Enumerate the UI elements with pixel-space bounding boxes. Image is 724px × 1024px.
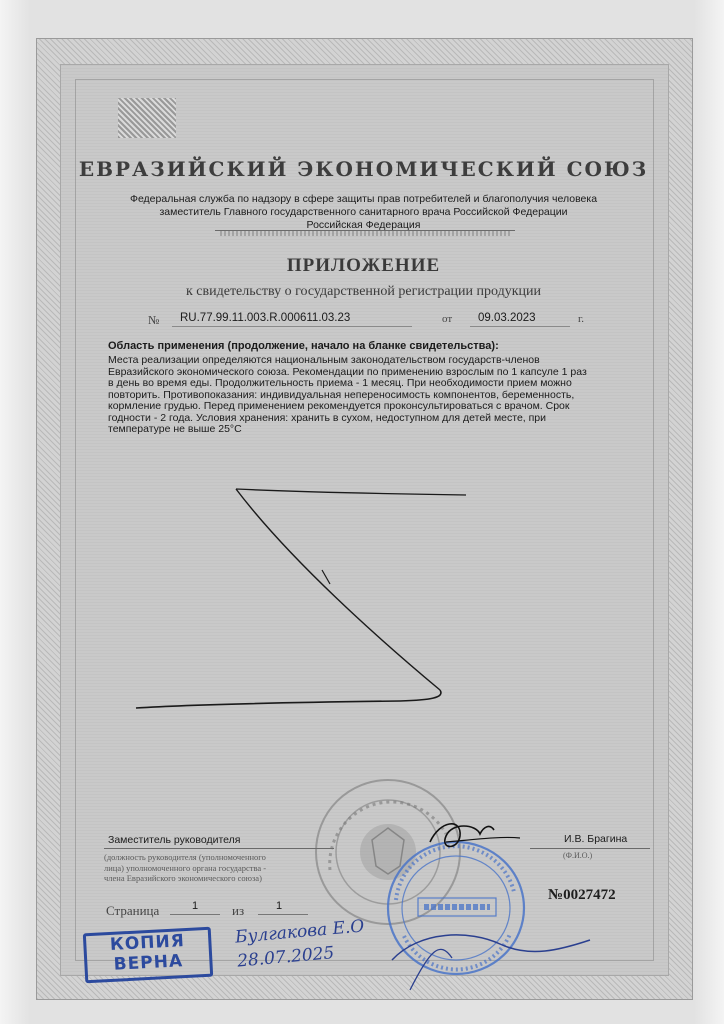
handwritten-name: Булгакова Е.О <box>234 916 366 948</box>
position-caption-line: лица) уполномоченного органа государства - <box>104 862 267 873</box>
certificate-number: №0027472 <box>548 887 616 903</box>
position-caption-line: (должность руководителя (уполномоченного <box>104 852 266 862</box>
scope-line: в день во время еды. Продолжительность приема - 1 месяц. При необходимости прием можно <box>108 377 572 389</box>
copy-stamp-line1: КОПИЯ <box>109 931 186 955</box>
scope-line: температуре не выше 25°С <box>108 423 242 435</box>
authority-line-2: заместитель Главного государственного санитарного врача Российской Федерации <box>159 206 568 218</box>
authority-line-1: Федеральная служба по надзору в сфере защиты прав потребителей и благополучия человека <box>129 193 598 205</box>
page-label: Страница <box>106 903 160 918</box>
page-of-label: из <box>232 903 245 918</box>
registration-number: RU.77.99.11.003.R.000611.03.23 <box>180 312 351 324</box>
scope-heading: Область применения (продолжение, начало на бланке свидетельства): <box>108 340 499 352</box>
scope-line: годности - 2 года. Условия хранения: хранить в сухом, недоступном для детей месте, при <box>108 411 547 424</box>
year-label: г. <box>578 313 585 325</box>
document-title: ПРИЛОЖЕНИЕ <box>286 255 441 276</box>
scope-line: повторить. Противопоказания: индивидуальная непереносимость компонентов, беременность, <box>108 388 575 401</box>
authority-line-3: Российская Федерация <box>306 219 421 231</box>
position-caption-line: члена Евразийского экономического союза) <box>104 873 262 883</box>
date-label: от <box>442 313 453 325</box>
signer-position: Заместитель руководителя <box>108 834 241 846</box>
document-subtitle: к свидетельству о государственной регистрации продукции <box>185 284 542 299</box>
union-title: ЕВРАЗИЙСКИЙ ЭКОНОМИЧЕСКИЙ СОЮЗ <box>78 157 649 181</box>
copy-stamp-line2: ВЕРНА <box>113 951 184 975</box>
signer-name: И.В. Брагина <box>564 833 628 845</box>
registration-date: 09.03.2023 <box>478 312 536 324</box>
number-label: № <box>148 313 160 327</box>
name-caption: (Ф.И.О.) <box>563 851 593 860</box>
scope-line: кормление грудью. Перед применением рекомендуется проконсультироваться с врачом. Срок <box>108 400 570 412</box>
scope-line: Евразийского экономического союза. Рекомендации по применению взрослым по 1 капсуле 1 раз <box>108 365 587 378</box>
page-total: 1 <box>276 900 283 912</box>
handwritten-date: 28.07.2025 <box>236 943 336 972</box>
scope-line: Места реализации определяются национальным законодательством государств-членов <box>108 354 540 366</box>
page-current: 1 <box>192 900 199 912</box>
